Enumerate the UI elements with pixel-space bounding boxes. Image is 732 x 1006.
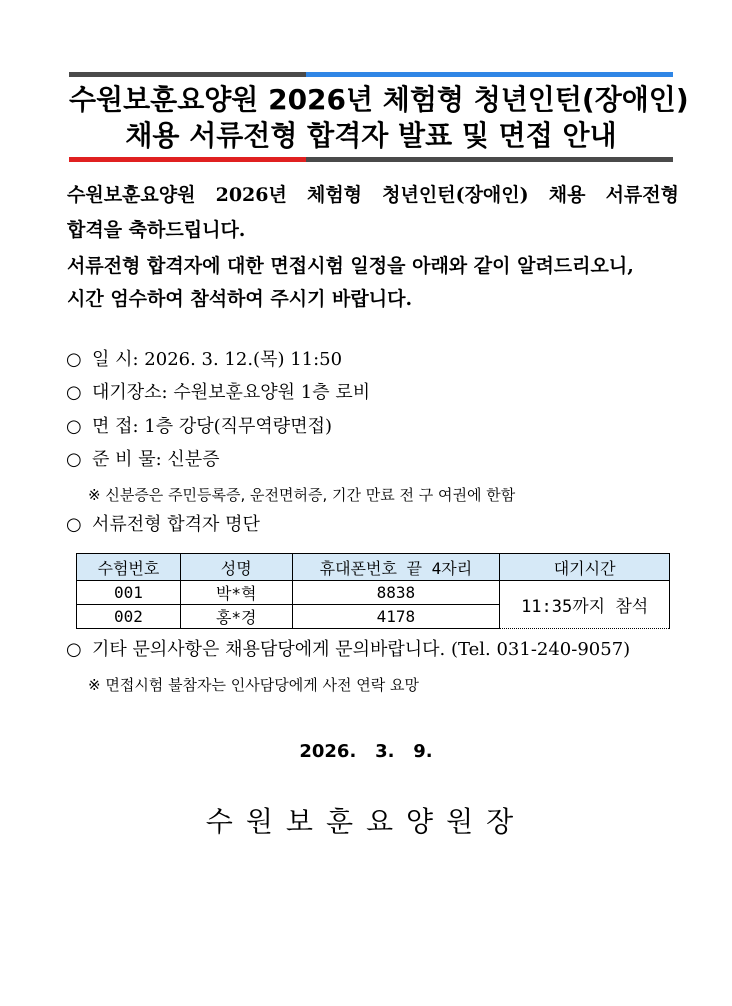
circle-bullet-icon: ○ (66, 349, 82, 370)
intro-line-3: 서류전형 합격자에 대한 면접시험 일정을 아래와 같이 알려드리오니, (67, 255, 634, 277)
cell-name: 박*혁 (180, 581, 292, 605)
page-title-line-2: 채용 서류전형 합격자 발표 및 면접 안내 (125, 119, 617, 152)
title-box (69, 72, 689, 164)
detail-interview-text: 면 접: 1층 강당(직무역량면접) (92, 416, 332, 437)
detail-items-to-bring-text: 준 비 물: 신분증 (92, 449, 220, 470)
circle-bullet-icon: ○ (66, 416, 82, 437)
cell-name: 홍*경 (180, 605, 292, 629)
detail-interview (66, 415, 332, 439)
detail-waiting-place (66, 381, 370, 405)
title-bottom-red-bar (69, 157, 306, 162)
signer-title: 수원보훈요양원장 (205, 805, 527, 838)
title-top-blue-bar (306, 72, 673, 77)
intro-line-1: 수원보훈요양원 2026년 체험형 청년인턴(장애인) 채용 서류전형 (67, 184, 679, 206)
roster-heading (66, 513, 260, 537)
circle-bullet-icon: ○ (66, 449, 82, 470)
absence-note: ※ 면접시험 불참자는 인사담당에게 사전 연락 요망 (88, 676, 419, 694)
intro-line-4: 시간 엄수하여 참석하여 주시기 바랍니다. (67, 288, 413, 310)
cell-exam-number: 002 (77, 605, 181, 629)
header-wait-time: 대기시간 (500, 554, 670, 581)
detail-waiting-place-text: 대기장소: 수원보훈요양원 1층 로비 (92, 382, 371, 403)
id-note: ※ 신분증은 주민등록증, 운전면허증, 기간 만료 전 구 여권에 한함 (88, 486, 516, 504)
roster-header-row (77, 554, 670, 581)
title-bottom-gray-bar (306, 157, 673, 162)
cell-phone-last4: 8838 (292, 581, 500, 605)
title-top-gray-bar (69, 72, 306, 77)
roster-heading-text: 서류전형 합격자 명단 (92, 514, 260, 535)
document-date: 2026. 3. 9. (299, 741, 433, 762)
contact-info (66, 638, 630, 662)
cell-phone-last4: 4178 (292, 605, 500, 629)
cell-wait-time: 11:35까지 참석 (500, 581, 670, 629)
header-name: 성명 (180, 554, 292, 581)
roster-table (76, 553, 670, 629)
detail-schedule (66, 348, 342, 372)
table-row (77, 581, 670, 605)
header-phone-last4: 휴대폰번호 끝 4자리 (292, 554, 500, 581)
circle-bullet-icon: ○ (66, 514, 82, 535)
circle-bullet-icon: ○ (66, 382, 82, 403)
header-exam-number: 수험번호 (77, 554, 181, 581)
contact-info-text: 기타 문의사항은 채용담당에게 문의바랍니다. (Tel. 031-240-9057) (92, 639, 631, 660)
detail-items-to-bring (66, 448, 220, 472)
circle-bullet-icon: ○ (66, 639, 82, 660)
detail-schedule-text: 일 시: 2026. 3. 12.(목) 11:50 (92, 349, 343, 370)
cell-exam-number: 001 (77, 581, 181, 605)
intro-line-2: 합격을 축하드립니다. (67, 219, 246, 241)
page-title-line-1: 수원보훈요양원 2026년 체험형 청년인턴(장애인) (69, 83, 689, 116)
